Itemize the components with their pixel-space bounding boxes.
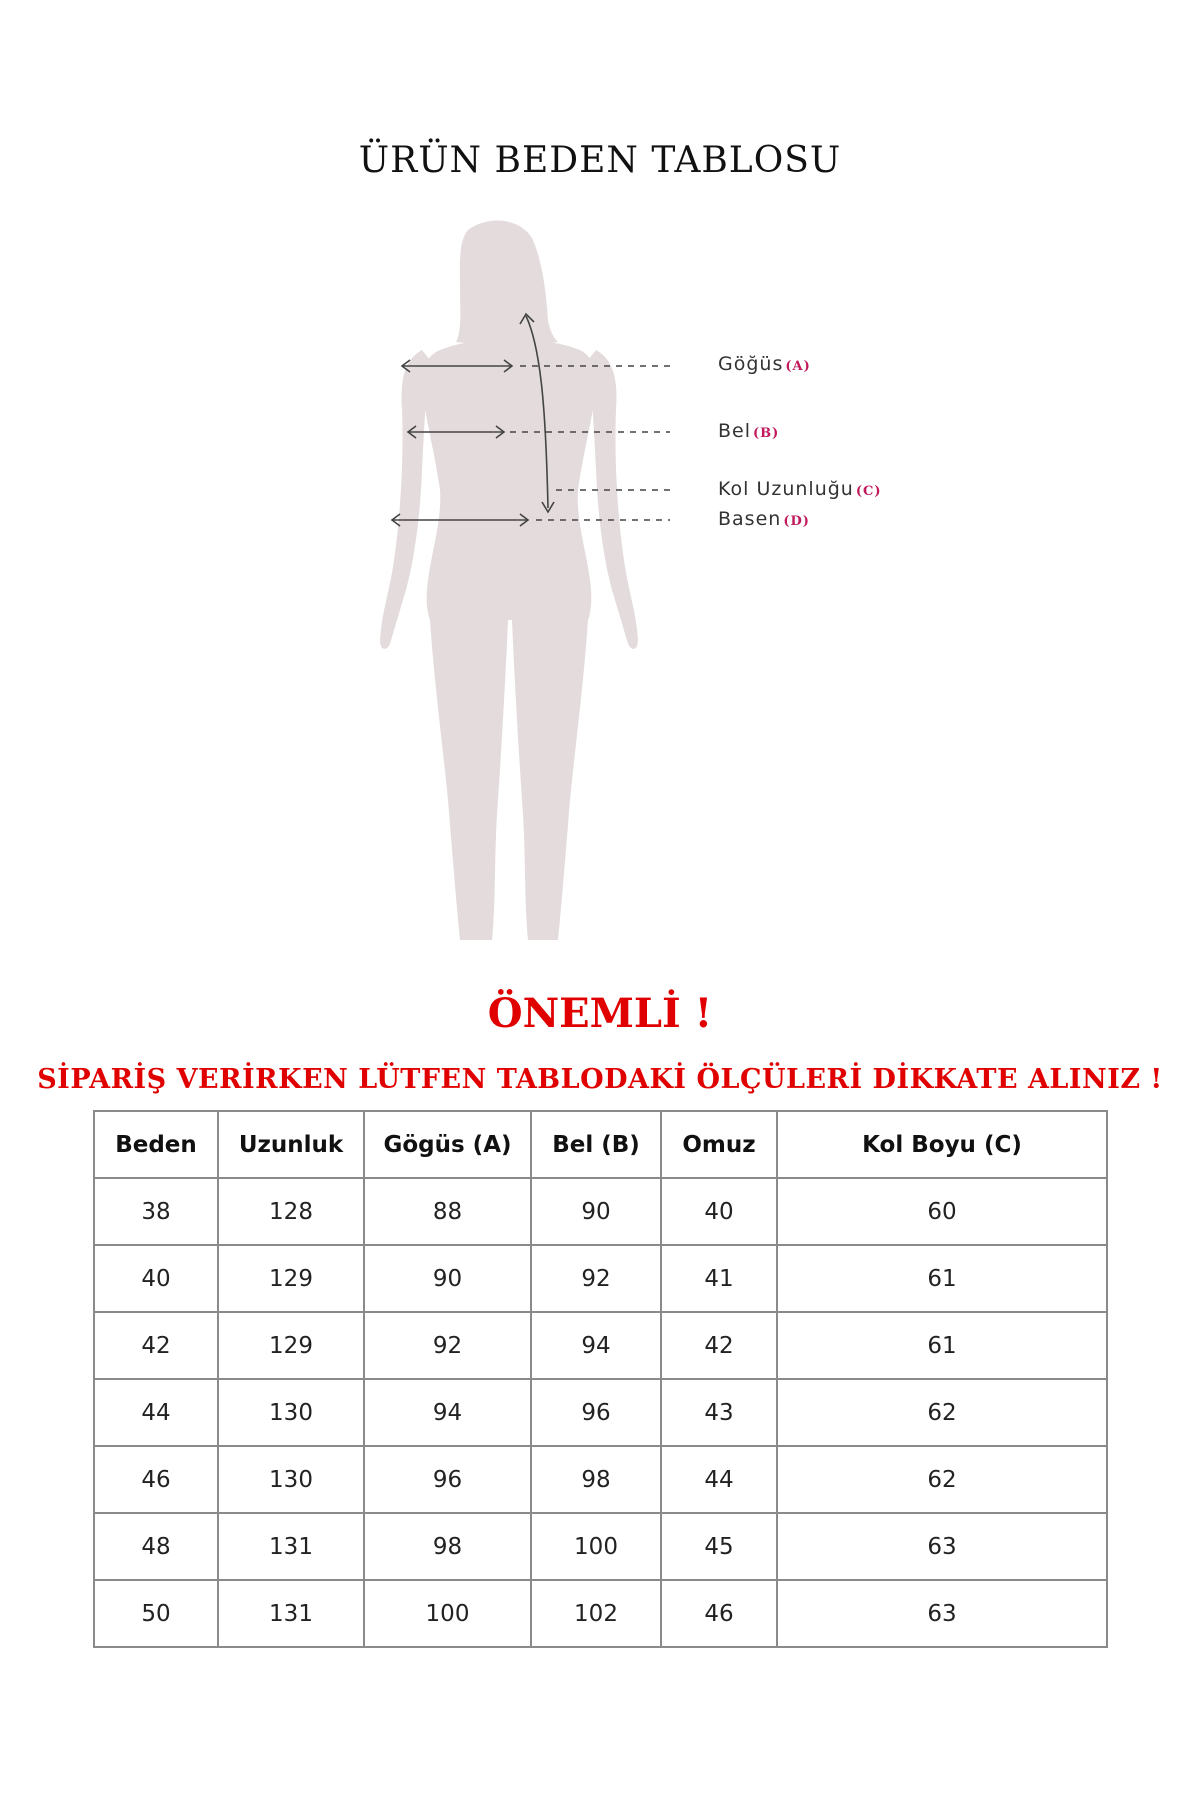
table-cell: 61	[777, 1312, 1107, 1379]
table-cell: 38	[94, 1178, 218, 1245]
table-row	[94, 1379, 1107, 1446]
table-cell: 96	[364, 1446, 531, 1513]
table-cell: 128	[218, 1178, 364, 1245]
table-cell: 61	[777, 1245, 1107, 1312]
table-row	[94, 1312, 1107, 1379]
table-cell: 102	[531, 1580, 661, 1647]
measurement-code-b: (B)	[753, 426, 780, 441]
column-header: Uzunluk	[218, 1111, 364, 1178]
table-cell: 46	[661, 1580, 777, 1647]
table-cell: 131	[218, 1580, 364, 1647]
table-row	[94, 1245, 1107, 1312]
table-cell: 60	[777, 1178, 1107, 1245]
woman-silhouette-icon	[360, 220, 920, 960]
table-cell: 130	[218, 1446, 364, 1513]
table-cell: 94	[364, 1379, 531, 1446]
table-cell: 88	[364, 1178, 531, 1245]
table-row	[94, 1178, 1107, 1245]
table-row	[94, 1446, 1107, 1513]
table-cell: 92	[364, 1312, 531, 1379]
table-cell: 44	[661, 1446, 777, 1513]
table-cell: 90	[531, 1178, 661, 1245]
table-cell: 62	[777, 1379, 1107, 1446]
table-cell: 63	[777, 1513, 1107, 1580]
measurement-label-hip: Basen (D)	[718, 508, 810, 530]
table-cell: 130	[218, 1379, 364, 1446]
table-cell: 90	[364, 1245, 531, 1312]
table-cell: 98	[531, 1446, 661, 1513]
table-cell: 43	[661, 1379, 777, 1446]
table-cell: 98	[364, 1513, 531, 1580]
table-cell: 48	[94, 1513, 218, 1580]
table-cell: 40	[94, 1245, 218, 1312]
table-header-row	[94, 1111, 1107, 1178]
table-cell: 94	[531, 1312, 661, 1379]
table-cell: 50	[94, 1580, 218, 1647]
measurement-code-c: (C)	[855, 484, 882, 499]
column-header: Bel (B)	[531, 1111, 661, 1178]
table-cell: 129	[218, 1312, 364, 1379]
table-cell: 92	[531, 1245, 661, 1312]
body-measurement-diagram	[360, 220, 920, 960]
table-cell: 45	[661, 1513, 777, 1580]
table-cell: 131	[218, 1513, 364, 1580]
table-cell: 41	[661, 1245, 777, 1312]
measurement-label-sleeve: Kol Uzunluğu (C)	[718, 478, 882, 500]
table-cell: 100	[364, 1580, 531, 1647]
table-cell: 129	[218, 1245, 364, 1312]
table-cell: 63	[777, 1580, 1107, 1647]
warning-heading: ÖNEMLİ !	[487, 990, 713, 1037]
column-header: Kol Boyu (C)	[777, 1111, 1107, 1178]
table-cell: 42	[661, 1312, 777, 1379]
column-header: Gögüs (A)	[364, 1111, 531, 1178]
measurement-code-d: (D)	[783, 514, 810, 529]
measurement-label-waist: Bel (B)	[718, 420, 780, 442]
table-row	[94, 1513, 1107, 1580]
table-cell: 46	[94, 1446, 218, 1513]
page-title: ÜRÜN BEDEN TABLOSU	[358, 140, 842, 181]
measurement-label-chest: Göğüs (A)	[718, 353, 811, 375]
column-header: Omuz	[661, 1111, 777, 1178]
table-cell: 62	[777, 1446, 1107, 1513]
column-header: Beden	[94, 1111, 218, 1178]
table-cell: 100	[531, 1513, 661, 1580]
table-cell: 40	[661, 1178, 777, 1245]
table-cell: 96	[531, 1379, 661, 1446]
measurement-code-a: (A)	[785, 359, 811, 374]
table-row	[94, 1580, 1107, 1647]
table-cell: 44	[94, 1379, 218, 1446]
size-table	[93, 1110, 1108, 1648]
warning-text: SİPARİŞ VERİRKEN LÜTFEN TABLODAKİ ÖLÇÜLERİ DİKKATE ALINIZ !	[37, 1064, 1163, 1095]
table-cell: 42	[94, 1312, 218, 1379]
